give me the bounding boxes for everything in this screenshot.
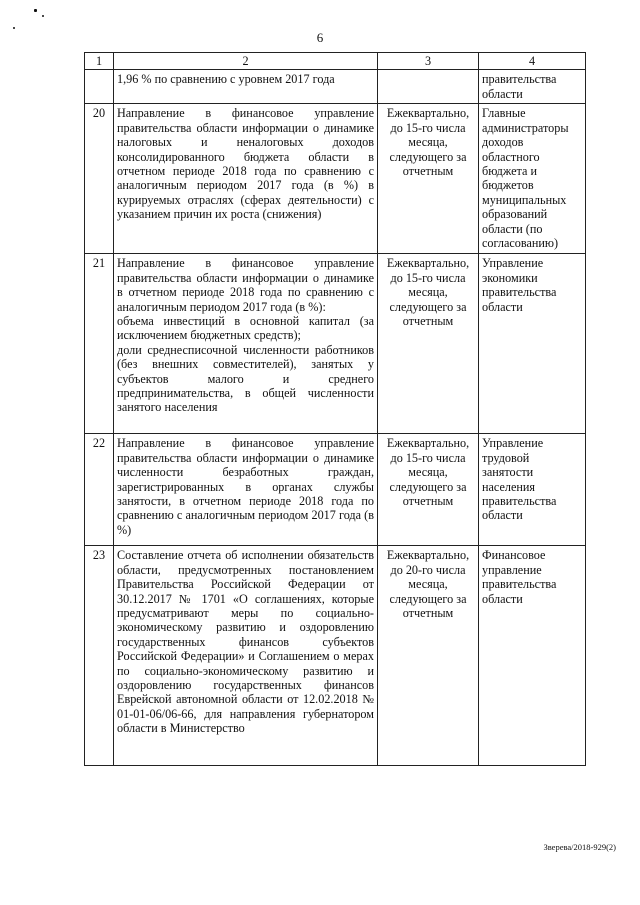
row-text-cell: [114, 104, 378, 254]
row-text-paragraph: Направление в финансовое управление правительства области информации о динамике численности безработных граждан, зарегистрированных в органах службы занятости, в отчетном периоде 2018 года по сравнению с аналогичным периодом 2017 года (в %): [117, 436, 374, 537]
row-text-paragraph: Направление в финансовое управление правительства области информации о динамике в отчетном периоде 2018 года по сравнению с аналогичным периодом 2017 года (в %):: [117, 256, 374, 314]
header-cell-text: 2: [114, 53, 378, 70]
row-text-paragraph: объема инвестиций в основной капитал (за исключением бюджетных средств);: [117, 314, 374, 343]
table-row: [85, 434, 586, 546]
scan-speck: [42, 15, 44, 17]
row-term-cell: [378, 70, 479, 104]
row-text-paragraph: Составление отчета об исполнении обязательств области, предусмотренных постановлением Правительства Российской Федерации от 30.12.2017 № 1701 «О соглашениях, которые предусматривают меры по социально-экономическому развитию и оздоровлению государственных финансов субъектов Российской Федерации» и Соглашением о мерах по социально-экономическому развитию и оздоровлению государственных финансов Еврейской автономной области от 12.02.2018 № 01-01-06/06-66, для направления губернатором области в Министерство: [117, 548, 374, 736]
row-responsible-cell: Финансовое управление правительства области: [479, 546, 586, 766]
row-term-cell: Ежеквартально, до 20-го числа месяца, следующего за отчетным: [378, 546, 479, 766]
row-text-paragraph: Направление в финансовое управление правительства области информации о динамике налоговых и неналоговых доходов консолидированного бюджета области в отчетном периоде 2018 года по сравнению с аналогичным периодом 2017 года (в %) в курируемых отраслях (сферах деятельности) с указанием причин их роста (снижения): [117, 106, 374, 222]
row-responsible-cell: правительства области: [479, 70, 586, 104]
row-number-cell: 21: [85, 254, 114, 434]
row-text-cell: [114, 546, 378, 766]
row-text-cell: [114, 254, 378, 434]
row-number-cell: 20: [85, 104, 114, 254]
row-text-cell: [114, 434, 378, 546]
document-table: [84, 52, 586, 766]
row-number-cell: 23: [85, 546, 114, 766]
row-responsible-cell: Управление экономики правительства области: [479, 254, 586, 434]
header-row: [85, 53, 586, 70]
header-cell-num: 1: [85, 53, 114, 70]
table-row: [85, 104, 586, 254]
row-term-cell: Ежеквартально, до 15-го числа месяца, следующего за отчетным: [378, 104, 479, 254]
row-responsible-cell: Главные администраторы доходов областного бюджета и бюджетов муниципальных образований области (по согласованию): [479, 104, 586, 254]
row-text-cell: [114, 70, 378, 104]
header-cell-resp: 4: [479, 53, 586, 70]
row-number-cell: 22: [85, 434, 114, 546]
table-row: [85, 546, 586, 766]
row-term-cell: Ежеквартально, до 15-го числа месяца, следующего за отчетным: [378, 434, 479, 546]
row-number-cell: [85, 70, 114, 104]
document-code: Зверева/2018-929(2): [543, 842, 616, 852]
row-responsible-cell: Управление трудовой занятости населения правительства области: [479, 434, 586, 546]
row-term-cell: Ежеквартально, до 15-го числа месяца, следующего за отчетным: [378, 254, 479, 434]
header-cell-term: 3: [378, 53, 479, 70]
scan-speck: [34, 9, 37, 12]
table-row: [85, 254, 586, 434]
table-row: [85, 70, 586, 104]
row-text-paragraph: доли среднесписочной численности работников (без внешних совместителей), занятых у субъектов малого и среднего предпринимательства, в общей численности занятого населения: [117, 342, 374, 415]
row-text-paragraph: 1,96 % по сравнению с уровнем 2017 года: [117, 72, 335, 87]
scan-speck: [13, 27, 15, 29]
page-number: 6: [316, 30, 324, 45]
